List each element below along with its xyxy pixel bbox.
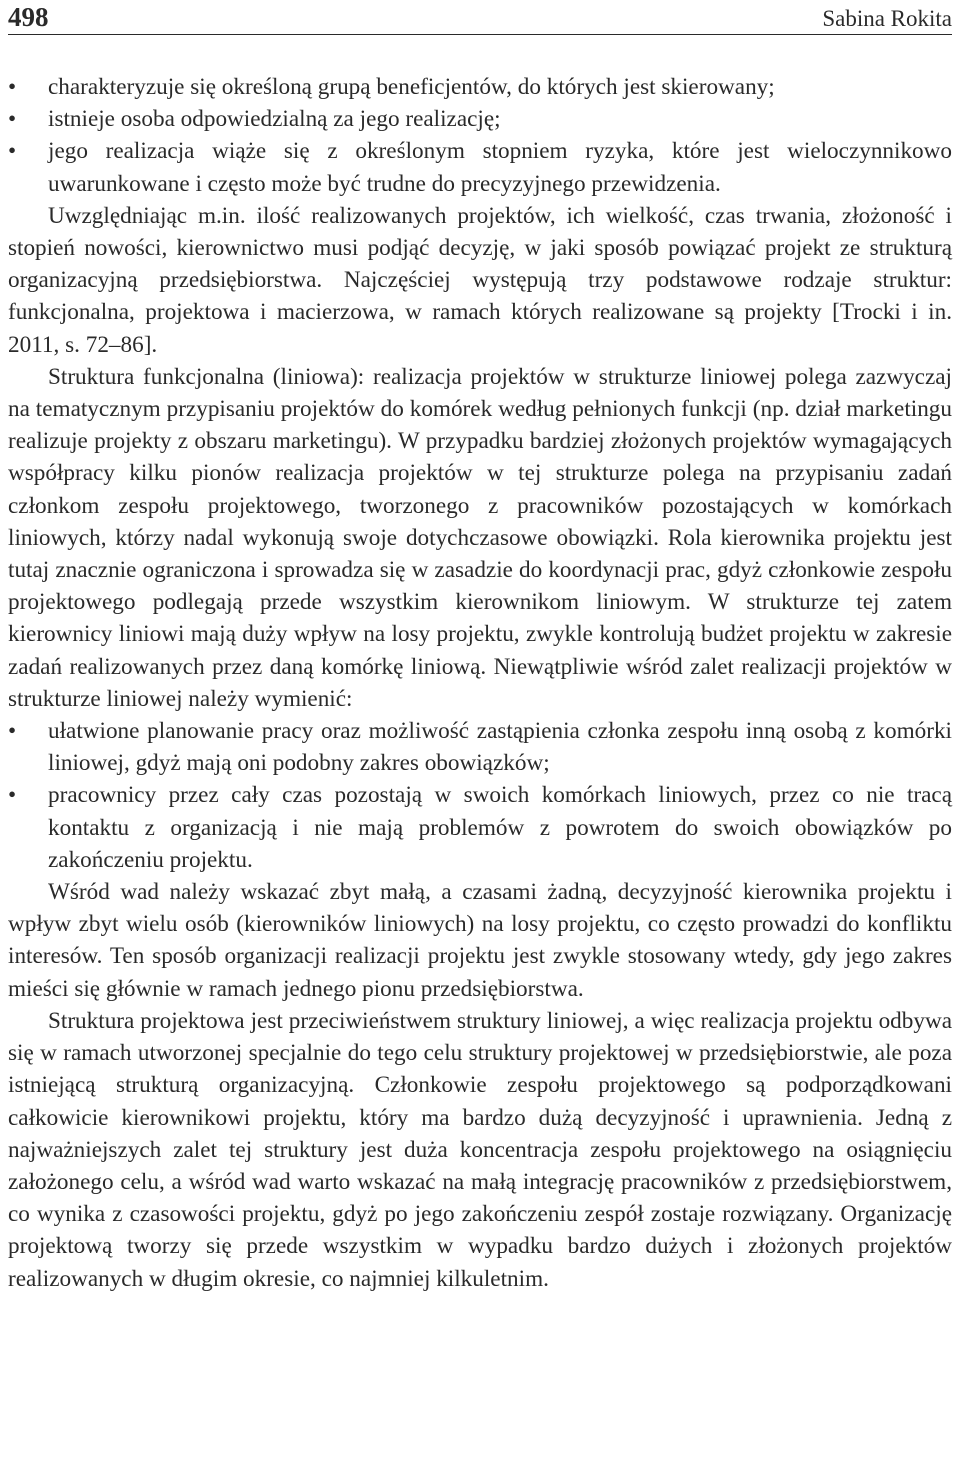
page-header <box>8 0 952 35</box>
bullet-list-advantages <box>8 715 952 876</box>
list-item: • jego realizacja wiąże się z określonym stopniem ryzyka, które jest wieloczynnikowo uwarunkowane i często może być trudne do precyzyjnego przewidzenia. <box>8 135 952 199</box>
paragraph: Uwzględniając m.in. ilość realizowanych projektów, ich wielkość, czas trwania, złożoność i stopień nowości, kierownictwo musi podjąć decyzję, w jaki sposób powiązać projekt ze strukturą organizacyjną przedsiębiorstwa. Najczęściej występują trzy podstawowe rodzaje struktur: funkcjonalna, projektowa i macierzowa, w ramach których realizowane są projekty [Trocki i in. 2011, s. 72–86]. <box>8 202 952 358</box>
running-head-author: Sabina Rokita <box>822 6 952 31</box>
bullet-list-characteristics <box>8 71 952 200</box>
bullet-icon: • <box>8 138 17 165</box>
bullet-icon: • <box>8 718 17 745</box>
body-text <box>8 71 952 1295</box>
paragraph: Struktura projektowa jest przeciwieństwem struktury liniowej, a więc realizacja projektu odbywa się w ramach utworzonej specjalnie do tego celu struktury projektowej w przedsiębiorstwie, ale poza istniejącą strukturą organizacyjną. Członkowie zespołu projektowego są podporządkowani całkowicie kierownikowi projektu, który ma bardzo dużą decyzyjność i uprawnienia. Jedną z najważniejszych zalet tej struktury jest duża koncentracja zespołu projektowego na osiągnięciu założonego celu, a wśród wad warto wskazać na małą integrację pracowników z przedsiębiorstwem, co wynika z czasowości projektu, gdyż po jego zakończeniu zespół zostaje rozwiązany. Organizację projektową tworzy się przede wszystkim w wypadku bardzo dużych i złożonych projektów realizowanych w długim okresie, co najmniej kilkuletnim. <box>8 1007 952 1292</box>
bullet-icon: • <box>8 74 17 100</box>
bullet-icon: • <box>8 106 17 133</box>
list-item: • pracownicy przez cały czas pozostają w swoich komórkach liniowych, przez co nie tracą kontaktu z organizacją i nie mają problemów z powrotem do swoich obowiązków po zakończeniu projektu. <box>8 779 952 876</box>
list-item: • charakteryzuje się określoną grupą beneficjentów, do których jest skierowany; <box>8 71 952 103</box>
list-item: • istnieje osoba odpowiedzialną za jego realizację; <box>8 103 952 135</box>
page-number: 498 <box>8 2 49 32</box>
bullet-icon: • <box>8 782 17 809</box>
paragraph: Struktura funkcjonalna (liniowa): realizacja projektów w strukturze liniowej polega zazwyczaj na tematycznym przypisaniu projektów do komórek według pełnionych funkcji (np. dział marketingu realizuje projekty z obszaru marketingu). W przypadku bardziej złożonych projektów wymagających współpracy kilku pionów realizacja projektów w tej strukturze polega na przypisaniu zadań członkom zespołu projektowego, tworzonego z pracowników pozostających w komórkach liniowych, którzy nadal wykonują swoje dotychczasowe obowiązki. Rola kierownika projektu jest tutaj znacznie ograniczona i sprowadza się w zasadzie do koordynacji prac, gdyż członkowie zespołu projektowego podlegają przede wszystkim kierownikom liniowym. W strukturze tej zatem kierownicy liniowi mają duży wpływ na losy projektu, zwykle kontrolują budżet projektu w zakresie zadań realizowanych przez daną komórkę liniową. Niewątpliwie wśród zalet realizacji projektów w strukturze liniowej należy wymienić: <box>8 363 952 712</box>
paragraph: Wśród wad należy wskazać zbyt małą, a czasami żadną, decyzyjność kierownika projektu i wpływ zbyt wielu osób (kierowników liniowych) na losy projektu, co często prowadzi do konfliktu interesów. Ten sposób organizacji realizacji projektu jest zwykle stosowany wtedy, gdy jego zakres mieści się głównie w ramach jednego pionu przedsiębiorstwa. <box>8 879 952 1002</box>
list-item: • ułatwione planowanie pracy oraz możliwość zastąpienia członka zespołu inną osobą z komórki liniowej, gdyż mają oni podobny zakres obowiązków; <box>8 715 952 779</box>
